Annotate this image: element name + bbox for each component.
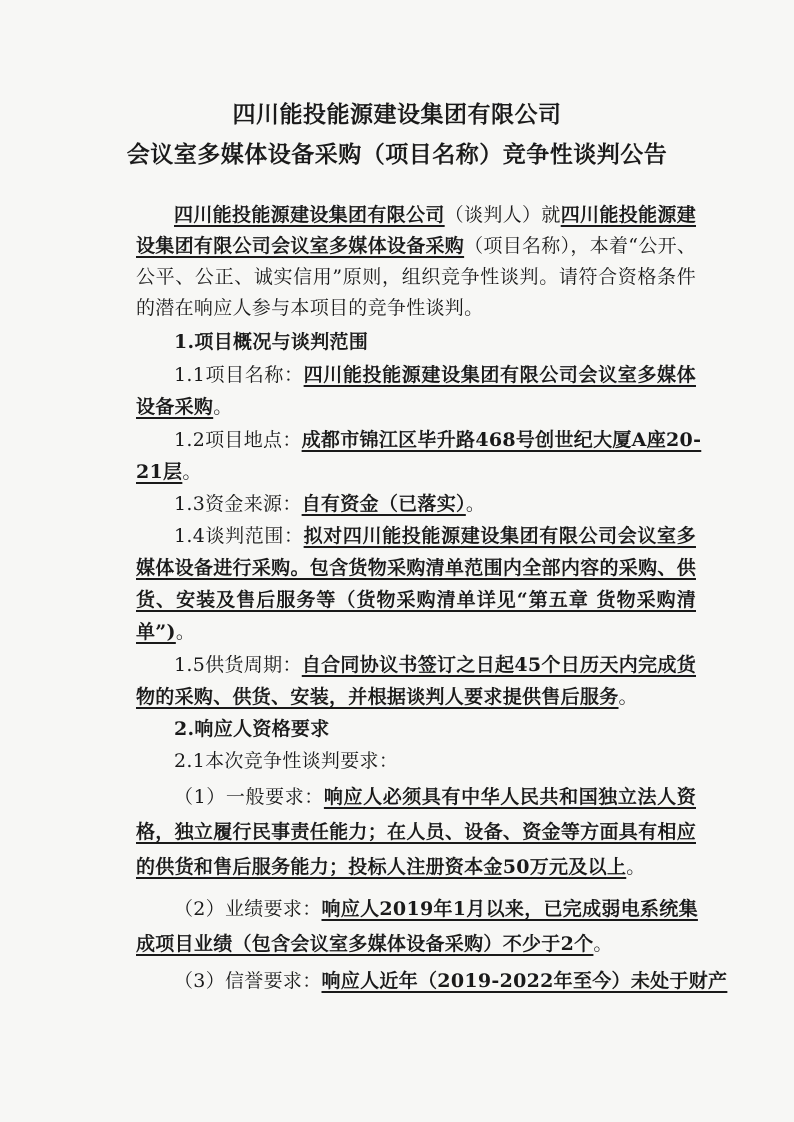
project-name-part2: 设集团有限公司会议室多媒体设备采购: [136, 235, 465, 257]
item-1-3: 1.3资金来源：自有资金（已落实）。: [174, 493, 486, 515]
req-1-line-2: 格，独立履行民事责任能力；在人员、设备、资金等方面具有相应: [136, 821, 696, 843]
project-name-part1: 四川能投能源建: [560, 204, 696, 226]
item-2-1: 2.1本次竞争性谈判要求：: [174, 750, 399, 772]
intro-line-4: 的潜在响应人参与本项目的竞争性谈判。: [136, 297, 484, 319]
req-1-line-3: 的供货和售后服务能力；投标人注册资本金50万元及以上。: [136, 856, 646, 878]
announcement-title: 会议室多媒体设备采购（项目名称）竞争性谈判公告: [126, 142, 668, 168]
item-1-5-line-1: 1.5供货周期：自合同协议书签订之日起45个日历天内完成货: [174, 654, 696, 676]
item-1-1-line-2: 设备采购。: [136, 396, 233, 418]
req-2-line-2: 成项目业绩（包含会议室多媒体设备采购）不少于2个。: [136, 933, 613, 955]
intro-line-3: 公平、公正、诚实信用”原则，组织竞争性谈判。请符合资格条件: [136, 266, 696, 288]
item-1-4-line-4: 单”)。: [136, 621, 196, 643]
item-1-2-line-2: 21层。: [136, 461, 202, 483]
req-3-line-1: （3）信誉要求：响应人近年（2019-2022年至今）未处于财产: [174, 970, 728, 992]
section-2-heading: 2.响应人资格要求: [174, 718, 330, 740]
tenderer-name: 四川能投能源建设集团有限公司: [174, 204, 445, 226]
item-1-5-line-2: 物的采购、供货、安装，并根据谈判人要求提供售后服务。: [136, 686, 638, 708]
req-1-line-1: （1）一般要求：响应人必须具有中华人民共和国独立法人资: [174, 786, 696, 808]
item-1-4-line-2: 媒体设备进行采购。包含货物采购清单范围内全部内容的采购、供: [136, 557, 696, 579]
req-2-line-1: （2）业绩要求：响应人2019年1月以来，已完成弱电系统集: [174, 898, 698, 920]
item-1-4-line-3: 货、安装及售后服务等（货物采购清单详见“第五章 货物采购清: [136, 589, 696, 611]
intro-line-2: 设集团有限公司会议室多媒体设备采购（项目名称），本着“公开、: [136, 235, 697, 257]
item-1-1-line-1: 1.1项目名称：四川能投能源建设集团有限公司会议室多媒体: [174, 364, 696, 386]
item-1-2-line-1: 1.2项目地点：成都市锦江区毕升路468号创世纪大厦A座20-: [174, 429, 702, 451]
company-title: 四川能投能源建设集团有限公司: [232, 102, 562, 128]
item-1-4-line-1: 1.4谈判范围：拟对四川能投能源建设集团有限公司会议室多: [174, 525, 696, 547]
section-1-heading: 1.项目概况与谈判范围: [174, 331, 369, 353]
intro-line-1: 四川能投能源建设集团有限公司（谈判人）就四川能投能源建: [174, 204, 696, 226]
